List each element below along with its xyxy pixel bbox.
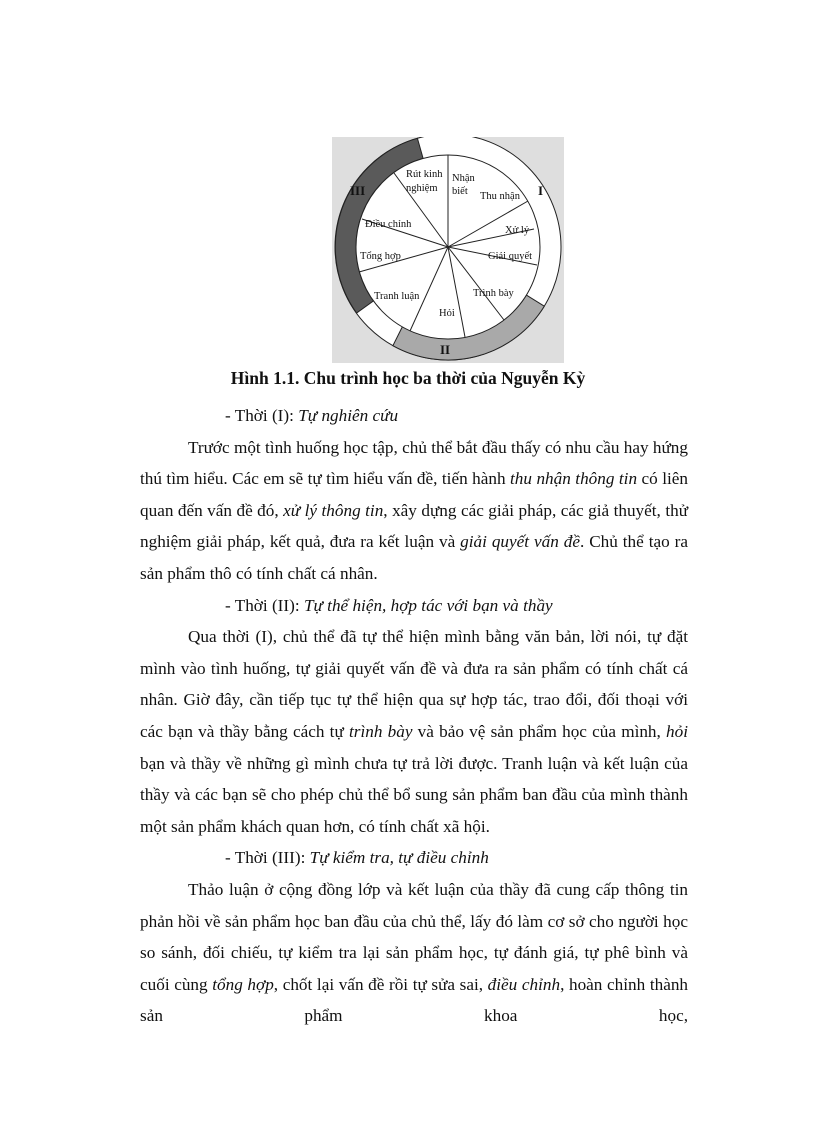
label-dieu-chinh: Điều chỉnh <box>365 219 412 230</box>
heading-emphasis: Tự kiểm tra, tự điều chỉnh <box>309 848 489 868</box>
label-hoi: Hỏi <box>439 308 455 319</box>
body-text <box>140 400 688 1032</box>
emphasis-run: hỏi <box>666 721 689 741</box>
label-nhan: Nhận <box>452 173 475 184</box>
heading-emphasis: Tự thể hiện, hợp tác với bạn và thầy <box>303 595 553 615</box>
emphasis-run: trình bày <box>349 721 413 741</box>
section-1-paragraph <box>140 432 688 590</box>
section-3-paragraph <box>140 874 688 1032</box>
label-biet: biết <box>452 186 468 197</box>
text-run: và bảo vệ sản phẩm học của mình, <box>412 721 667 741</box>
heading-prefix: - Thời (III): <box>225 848 310 868</box>
label-nghiem: nghiệm <box>406 183 438 194</box>
roman-3-label: III <box>350 183 366 198</box>
text-run: Trước một tình huống học tập, chủ thể bắt đầu thấy có nhu cầu hay hứng thú tìm hiểu. Các em sẽ tự tìm hiểu vấn đề, tiến hành <box>140 437 688 489</box>
text-run: Qua thời (I), chủ thể đã tự thể hiện mình bằng văn bản, lời nói, tự đặt mình vào tình huống, tự giải quyết vấn đề và đưa ra sản phẩm có tính chất cá nhân. Giờ đây, cần tiếp tục tự thể hiện qua sự hợp tác, trao đổi, đối thoại với các bạn và thầy bằng cách tự <box>140 627 688 741</box>
emphasis-run: giải quyết vấn đề <box>460 532 580 552</box>
roman-2-label: II <box>440 342 451 357</box>
label-thu-nhan: Thu nhận <box>480 191 520 202</box>
roman-1-label: I <box>538 183 544 198</box>
heading-prefix: - Thời (I): <box>225 406 299 425</box>
emphasis-run: thu nhận thông tin <box>510 469 638 489</box>
cycle-diagram <box>332 137 564 363</box>
text-run: , hoàn chỉnh thành sản phẩm khoa học, <box>140 974 689 1026</box>
text-run: , chốt lại vấn đề rồi tự sửa sai, <box>273 974 488 994</box>
section-2-heading <box>140 590 688 622</box>
text-run: , xây dựng các giải pháp, các giả thuyết, thử nghiệm giải pháp, kết quả, đưa ra kết luận và <box>140 500 689 552</box>
emphasis-run: tổng hợp <box>212 974 274 994</box>
section-3-heading <box>140 842 688 874</box>
label-rut-kinh: Rút kinh <box>406 169 443 180</box>
emphasis-run: xử lý thông tin <box>283 500 384 520</box>
emphasis-run: điều chỉnh <box>487 974 561 994</box>
text-run: Thảo luận ở cộng đồng lớp và kết luận của thầy đã cung cấp thông tin phản hồi về sản phẩm học ban đầu của chủ thể, lấy đó làm cơ sở cho người học so sánh, đối chiếu, tự kiểm tra lại sản phẩm học, tự đánh giá, tự phê bình và cuối cùng <box>140 879 688 994</box>
text-run: . Chủ thể tạo ra sản phẩm thô có tính chất cá nhân. <box>140 532 688 583</box>
section-1-heading <box>140 400 688 432</box>
section-2-paragraph <box>140 621 688 842</box>
label-tranh-luan: Tranh luận <box>374 291 420 302</box>
label-trinh-bay: Trình bày <box>473 288 514 299</box>
label-tong-hop: Tổng hợp <box>360 251 401 262</box>
label-xu-ly: Xử lý <box>505 225 530 236</box>
text-run: có liên quan đến vấn đề đó, <box>140 469 688 520</box>
cycle-figure <box>332 137 564 363</box>
heading-prefix: - Thời (II): <box>225 595 304 615</box>
text-run: bạn và thầy về những gì mình chưa tự trả lời được. Tranh luận và kết luận của thầy và các bạn sẽ cho phép chủ thể bổ sung sản phẩm ban đầu của mình thành một sản phẩm khách quan hơn, có tính chất xã hội. <box>140 753 688 836</box>
heading-emphasis: Tự nghiên cứu <box>298 406 399 425</box>
label-giai-quyet: Giải quyết <box>488 251 533 262</box>
figure-caption: Hình 1.1. Chu trình học ba thời của Nguyễn Kỳ <box>230 368 586 388</box>
